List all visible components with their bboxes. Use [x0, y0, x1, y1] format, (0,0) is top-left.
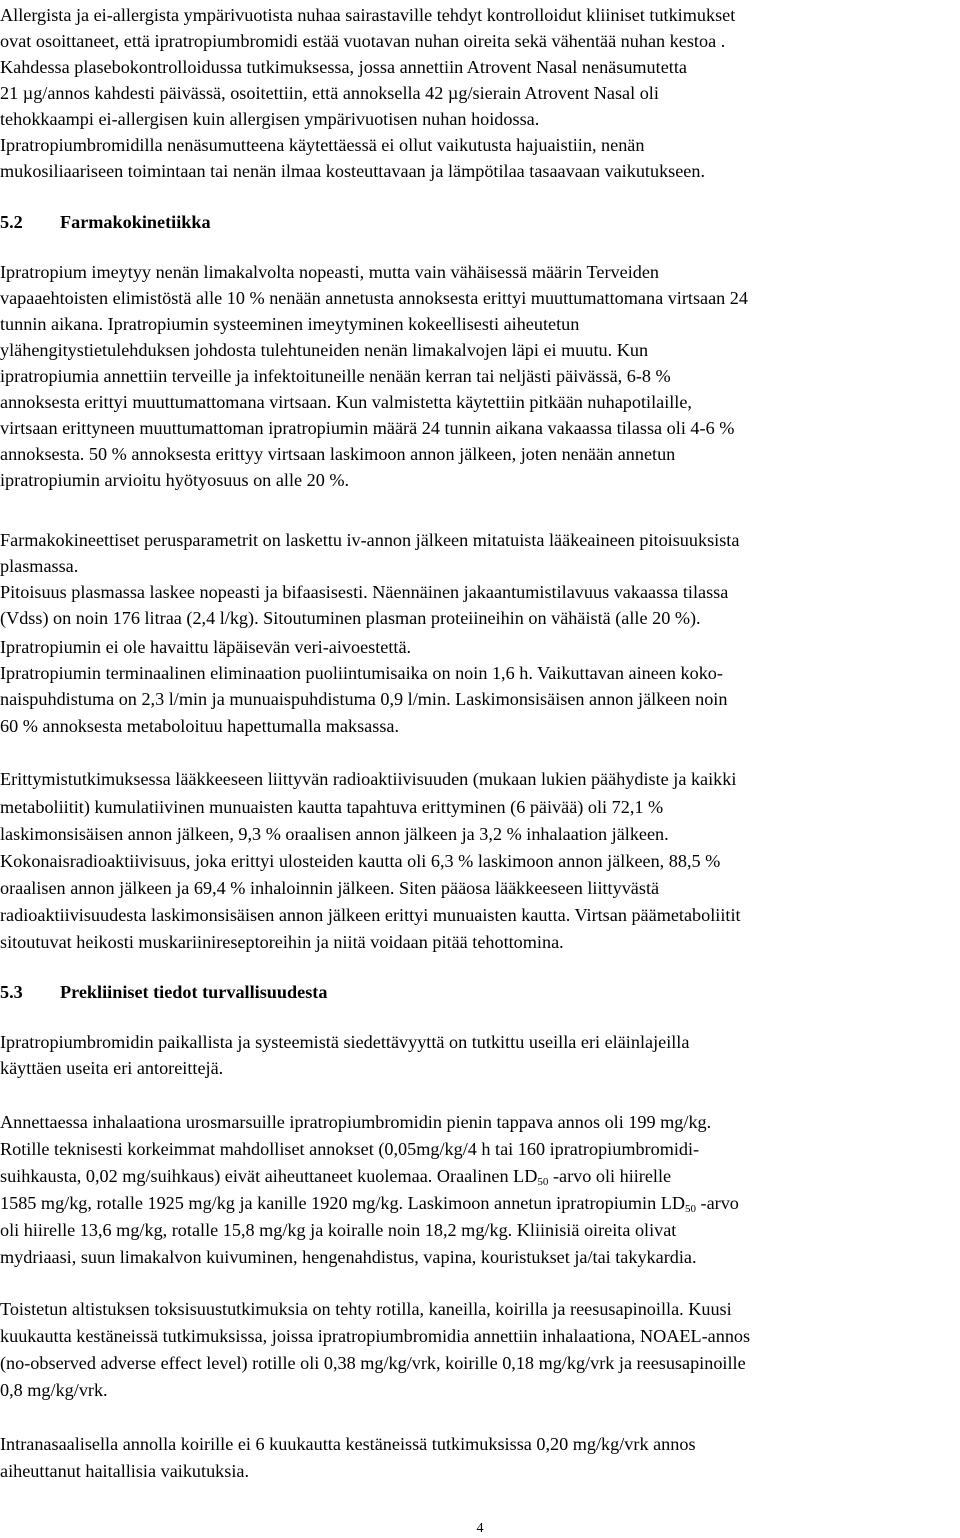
- text-line: kuukautta kestäneissä tutkimuksissa, joissa ipratropiumbromidia annettiin inhalaationa, NOAEL-annos: [0, 1326, 751, 1346]
- text-line: annoksesta. 50 % annoksesta erittyy virtsaan laskimoon annon jälkeen, joten nenään annetun: [0, 444, 676, 464]
- text-run: suihkausta, 0,02 mg/suihkaus) eivät aiheuttaneet kuolemaa. Oraalinen LD: [0, 1166, 538, 1186]
- text-line: sitoutuvat heikosti muskariinireseptoreihin ja niitä voidaan pitää tehottomina.: [0, 932, 564, 952]
- text-line-ld50: [0, 1190, 739, 1216]
- text-line: naispuhdistuma on 2,3 l/min ja munuaispuhdistuma 0,9 l/min. Laskimonsisäisen annon jälkeen noin: [0, 689, 728, 709]
- text-line: oli hiirelle 13,6 mg/kg, rotalle 15,8 mg/kg ja koiralle noin 18,2 mg/kg. Kliinisiä oireita olivat: [0, 1220, 677, 1240]
- text-line: Farmakokineettiset perusparametrit on laskettu iv-annon jälkeen mitatuista lääkeaineen pitoisuuksista: [0, 530, 740, 550]
- text-line-ld50: [0, 1163, 671, 1189]
- text-line: Intranasaalisella annolla koirille ei 6 kuukautta kestäneissä tutkimuksissa 0,20 mg/kg/vrk annos: [0, 1434, 696, 1454]
- text-run: -arvo oli hiirelle: [548, 1166, 672, 1186]
- text-line: mukosiliaariseen toimintaan tai nenän ilmaa kosteuttavaan ja lämpötilaa tasaavaan vaikutukseen.: [0, 161, 706, 181]
- section-number: 5.2: [0, 212, 23, 232]
- text-line: ylähengitystietulehduksen johdosta tulehtuneiden nenän limakalvojen läpi ei muutu. Kun: [0, 340, 649, 360]
- page-number: 4: [476, 1521, 484, 1536]
- text-line: Erittymistutkimuksessa lääkkeeseen liittyvän radioaktiivisuuden (mukaan lukien päähydiste ja kaikki: [0, 769, 737, 789]
- text-run: 1585 mg/kg, rotalle 1925 mg/kg ja kanille 1920 mg/kg. Laskimoon annetun ipratropiumin LD: [0, 1193, 685, 1213]
- text-line: käyttäen useita eri antoreittejä.: [0, 1058, 224, 1078]
- text-line: 21 µg/annos kahdesti päivässä, osoitettiin, että annoksella 42 µg/sierain Atrovent Nasal oli: [0, 83, 659, 103]
- text-line: virtsaan erittyneen muuttumattoman ipratropiumin määrä 24 tunnin aikana vakaassa tilassa oli 4-6 %: [0, 418, 735, 438]
- text-line: Kokonaisradioaktiivisuus, joka erittyi ulosteiden kautta oli 6,3 % laskimoon annon jälkeen, 88,5 %: [0, 851, 721, 871]
- text-line: Ipratropiumin terminaalinen eliminaation puoliintumisaika on noin 1,6 h. Vaikuttavan aineen koko-: [0, 663, 723, 683]
- text-line: annoksesta erittyi muuttumattomana virtsaan. Kun valmistetta käytettiin pitkään nuhapotilaille,: [0, 392, 692, 412]
- text-line: (no-observed adverse effect level) rotille oli 0,38 mg/kg/vrk, koirille 0,18 mg/kg/vrk ja reesusapinoille: [0, 1353, 746, 1373]
- text-line: Pitoisuus plasmassa laskee nopeasti ja bifaasisesti. Näennäinen jakaantumistilavuus vakaassa tilassa: [0, 582, 729, 602]
- section-title: Prekliiniset tiedot turvallisuudesta: [60, 982, 328, 1002]
- text-line: Ipratropium imeytyy nenän limakalvolta nopeasti, mutta vain vähäisessä määrin Terveiden: [0, 262, 660, 282]
- text-line: Annettaessa inhalaationa urosmarsuille ipratropiumbromidin pienin tappava annos oli 199 mg/kg.: [0, 1112, 712, 1132]
- text-line: 0,8 mg/kg/vrk.: [0, 1380, 108, 1400]
- text-line: laskimonsisäisen annon jälkeen, 9,3 % oraalisen annon jälkeen ja 3,2 % inhalaation jälkeen.: [0, 824, 669, 844]
- text-line: 60 % annoksesta metaboloituu hapettumalla maksassa.: [0, 716, 400, 736]
- section-heading-5-2: [0, 209, 211, 235]
- text-line: Ipratropiumbromidilla nenäsumutteena käytettäessä ei ollut vaikutusta hajuaistiin, nenän: [0, 135, 645, 155]
- text-line: Allergista ja ei-allergista ympärivuotista nuhaa sairastaville tehdyt kontrolloidut kliiniset tutkimukset: [0, 5, 736, 25]
- text-line: tehokkaampi ei-allergisen kuin allergisen ympärivuotisen nuhan hoidossa.: [0, 109, 540, 129]
- subscript: 50: [684, 1203, 696, 1215]
- text-run: -arvo: [695, 1193, 739, 1213]
- text-line: Ipratropiumin ei ole havaittu läpäisevän veri-aivoestettä.: [0, 637, 412, 657]
- text-line: ipratropiumia annettiin terveille ja infektoituneille nenään kerran tai neljästi päivässä, 6-8 %: [0, 366, 671, 386]
- text-line: ipratropiumin arvioitu hyötyosuus on alle 20 %.: [0, 470, 350, 490]
- text-line: mydriaasi, suun limakalvon kuivuminen, hengenahdistus, vapina, kouristukset ja/tai takykardia.: [0, 1247, 697, 1267]
- section-heading-5-3: [0, 979, 327, 1005]
- text-line: radioaktiivisuudesta laskimonsisäisen annon jälkeen erittyi munuaisten kautta. Virtsan päämetaboliitit: [0, 905, 741, 925]
- text-line: (Vdss) on noin 176 litraa (2,4 l/kg). Sitoutuminen plasman proteiineihin on vähäistä (alle 20 %).: [0, 608, 701, 628]
- section-title: Farmakokinetiikka: [60, 212, 211, 232]
- text-line: ovat osoittaneet, että ipratropiumbromidi estää vuotavan nuhan oireita sekä vähentää nuhan kestoa .: [0, 31, 726, 51]
- text-line: vapaaehtoisten elimistöstä alle 10 % nenään annetusta annoksesta erittyi muuttumattomana virtsaan 24: [0, 288, 748, 308]
- text-line: Toistetun altistuksen toksisuustutkimuksia on tehty rotilla, kaneilla, koirilla ja reesusapinoilla. Kuusi: [0, 1299, 732, 1319]
- text-line: aiheuttanut haitallisia vaikutuksia.: [0, 1461, 250, 1481]
- text-line: Rotille teknisesti korkeimmat mahdolliset annokset (0,05mg/kg/4 h tai 160 ipratropiumbromidi-: [0, 1139, 700, 1159]
- text-line: Kahdessa plasebokontrolloidussa tutkimuksessa, jossa annettiin Atrovent Nasal nenäsumutetta: [0, 57, 687, 77]
- text-line: Ipratropiumbromidin paikallista ja systeemistä siedettävyyttä on tutkittu useilla eri eläinlajeilla: [0, 1032, 690, 1052]
- subscript: 50: [537, 1176, 549, 1188]
- text-line: tunnin aikana. Ipratropiumin systeeminen imeytyminen kokeellisesti aiheutetun: [0, 314, 580, 334]
- text-line: plasmassa.: [0, 556, 79, 576]
- section-number: 5.3: [0, 982, 23, 1002]
- text-line: metaboliitit) kumulatiivinen munuaisten kautta tapahtuva erittyminen (6 päivää) oli 72,1 %: [0, 797, 664, 817]
- text-line: oraalisen annon jälkeen ja 69,4 % inhaloinnin jälkeen. Siten pääosa lääkkeeseen liittyvästä: [0, 878, 660, 898]
